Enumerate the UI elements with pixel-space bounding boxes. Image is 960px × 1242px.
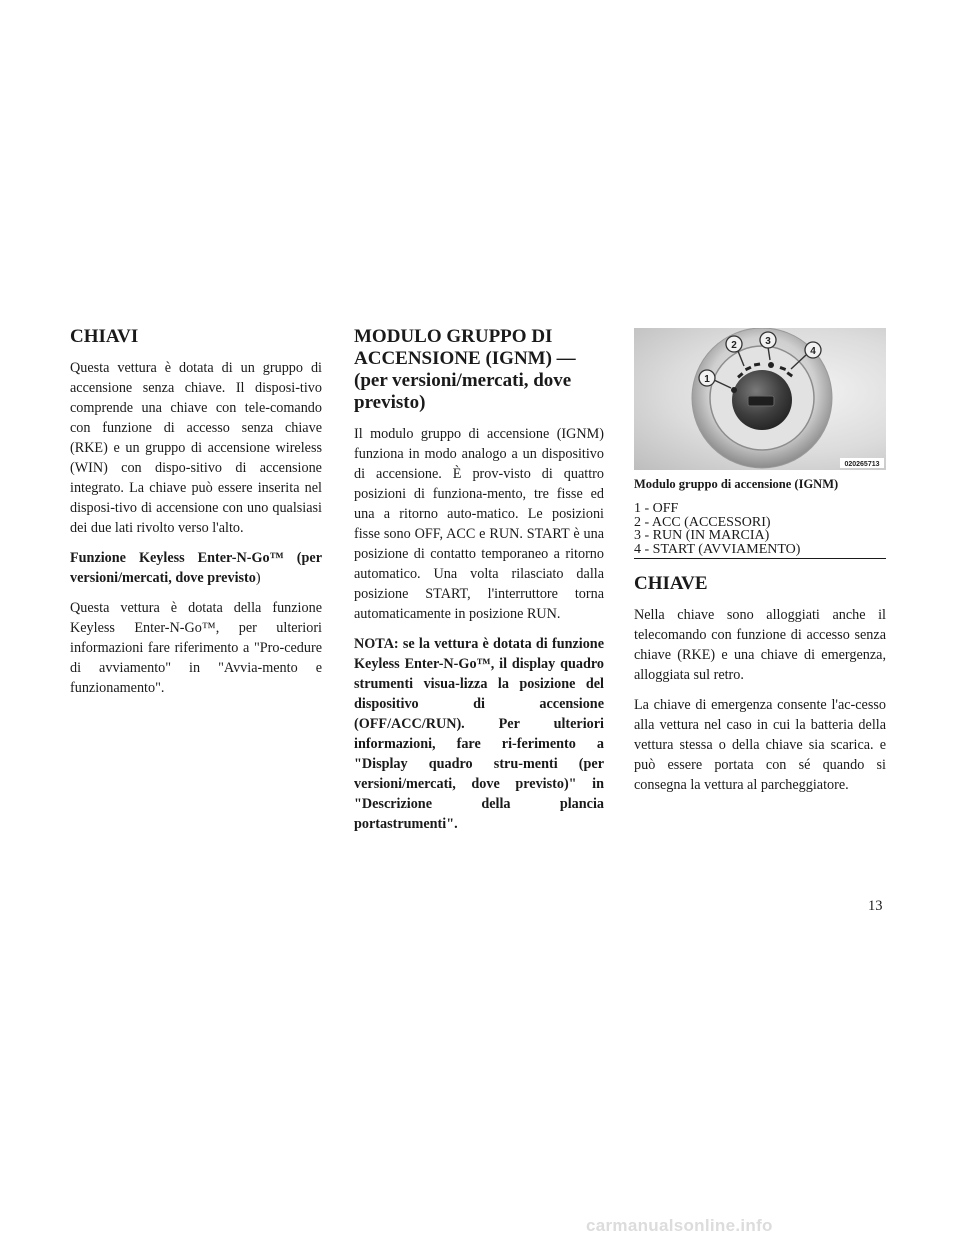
marker-off xyxy=(731,387,737,393)
paragraph-keyless: Questa vettura è dotata della funzione Keyless Enter-N-Go™, per ulteriori informazioni fare riferimento a "Pro-cedure di avviamento" in "Avvia-mento e funzionamento". xyxy=(70,600,322,696)
callout-3: 3 xyxy=(765,336,771,347)
legend-item: 2 - ACC (ACCESSORI) xyxy=(634,514,771,530)
legend-item: 3 - RUN (IN MARCIA) xyxy=(634,528,770,544)
heading-modulo-gruppo: MODULO GRUPPO DI ACCENSIONE (IGNM) — (per versioni/mercati, dove previsto) xyxy=(354,326,576,413)
subheading-keyless-text: Funzione Keyless Enter-N-Go™ (per versioni/mercati, dove previsto xyxy=(70,550,322,586)
key-slot xyxy=(748,396,774,406)
legend-item: 1 - OFF xyxy=(634,501,679,516)
note-paragraph: NOTA: se la vettura è dotata di funzione Keyless Enter-N-Go™, il display quadro strumenti visua-lizza la posizione del dispositivo di accensione (OFF/ACC/RUN). Per ulteriori informazioni, fare ri-ferimento a "Display quadro stru-menti (per versioni/mercati, dove previsto)" in "Descrizione della plancia portastrumenti". xyxy=(354,636,604,832)
subheading-keyless xyxy=(70,548,322,588)
column-middle xyxy=(354,326,604,844)
heading-chiavi: CHIAVI xyxy=(70,326,139,347)
figure-caption: Modulo gruppo di accensione (IGNM) xyxy=(634,477,839,491)
subheading-keyless-paren: ) xyxy=(255,570,261,586)
figure-code: 020265713 xyxy=(844,461,880,468)
ignition-module-figure xyxy=(634,328,886,470)
watermark: carmanualsonline.info xyxy=(586,1216,773,1235)
ignition-switch-illustration xyxy=(634,328,886,470)
paragraph-chiave-1: Nella chiave sono alloggiati anche il telecomando con funzione di accesso senza chiave (RKE) e una chiave di emergenza, alloggiata sul retro. xyxy=(634,607,886,684)
column-left xyxy=(70,326,322,708)
paragraph-chiavi-intro: Questa vettura è dotata di un gruppo di accensione senza chiave. Il disposi-tivo comprende una chiave con tele-comando con funzione di accesso senza chiave (RKE) e un gruppo di accensione wireless (WIN) con dispo-sitivo di accensione integrato. La chiave può essere inserita nel disposi-tivo di accensione con uno qualsiasi dei due lati rivolto verso l'alto. xyxy=(70,360,322,536)
callout-2: 2 xyxy=(731,340,737,351)
callout-4: 4 xyxy=(810,346,816,357)
column-right xyxy=(634,328,886,805)
heading-chiave: CHIAVE xyxy=(634,573,708,595)
page-number: 13 xyxy=(868,898,883,914)
paragraph-modulo: Il modulo gruppo di accensione (IGNM) funziona in modo analogo a un dispositivo di accensione. È prov-visto di quattro posizioni di funziona-mento, tre fisse ed una a ritorno auto-matico. Le posizioni fisse sono OFF, ACC e RUN. START è una posizione di contatto temporaneo a ritorno automatico. Una volta rilasciato dalla posizione START, l'interruttore torna automaticamente in posizione RUN. xyxy=(354,426,604,622)
legend-item: 4 - START (AVVIAMENTO) xyxy=(634,541,801,557)
paragraph-chiave-2: La chiave di emergenza consente l'ac-cesso alla vettura nel caso in cui la batteria della vettura stessa o della chiave sia scarica. e può essere portata con sé quando si consegna la vettura al parcheggiatore. xyxy=(634,697,886,794)
figure-legend xyxy=(634,502,886,559)
marker-run xyxy=(768,362,774,368)
callout-1: 1 xyxy=(704,374,710,385)
